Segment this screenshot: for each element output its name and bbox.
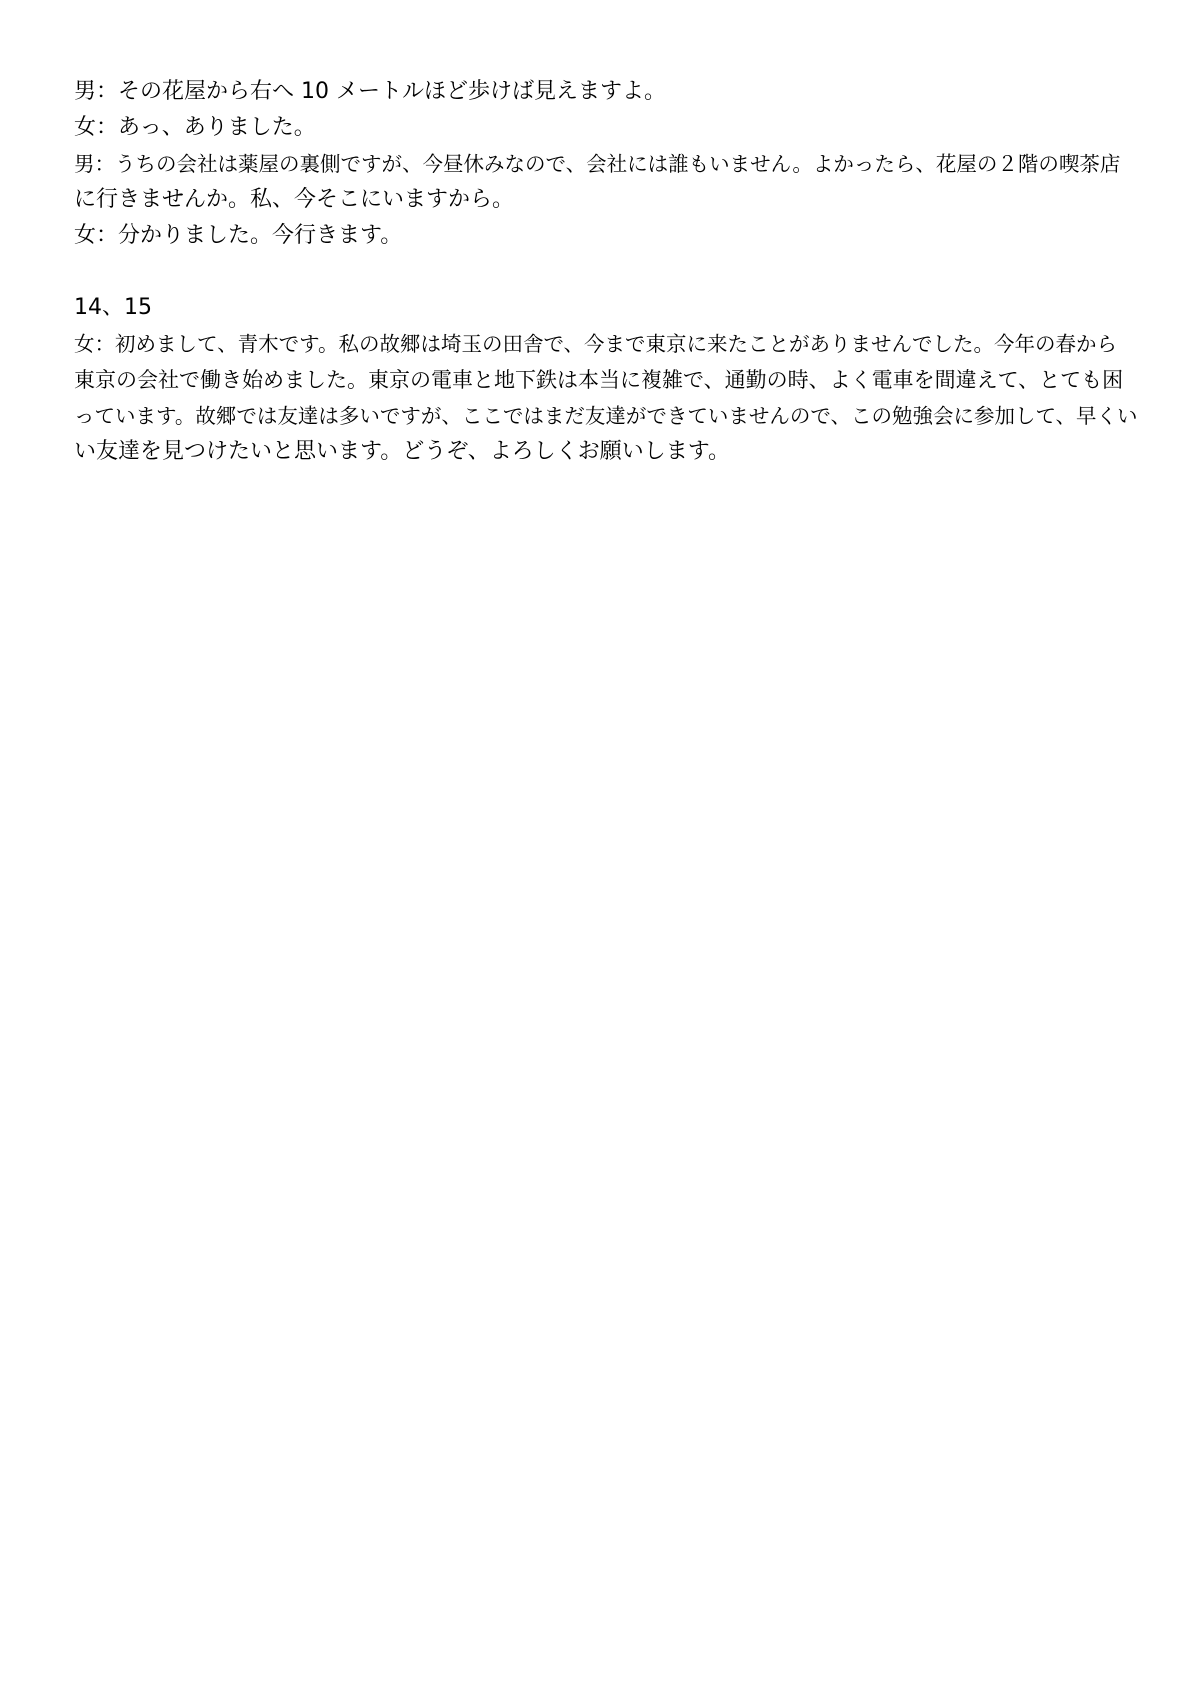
document-page <box>74 74 1138 470</box>
monologue-line: い友達を見つけたいと思います。どうぞ、よろしくお願いします。 <box>74 439 731 464</box>
section-number: 14、15 <box>74 295 152 320</box>
monologue-line: 東京の会社で働き始めました。東京の電車と地下鉄は本当に複雑で、通勤の時、よく電車を間違えて、とても困 <box>74 368 1124 392</box>
dialogue-line: 女：あっ、ありました。 <box>74 115 316 140</box>
paragraph-gap <box>74 254 1138 290</box>
monologue-line: 女：初めまして、青木です。私の故郷は埼玉の田舎で、今まで東京に来たことがありませんでした。今年の春から <box>74 332 1118 356</box>
dialogue-line: に行きませんか。私、今そこにいますから。 <box>74 187 515 212</box>
dialogue-line: 女：分かりました。今行きます。 <box>74 223 403 248</box>
monologue-line: っています。故郷では友達は多いですが、ここではまだ友達ができていませんので、この勉強会に参加して、早くい <box>74 404 1138 428</box>
dialogue-line: 男：うちの会社は薬屋の裏側ですが、今昼休みなので、会社には誰もいません。よかったら、花屋の２階の喫茶店 <box>74 152 1121 176</box>
dialogue-line: 男：その花屋から右へ 10 メートルほど歩けば見えますよ。 <box>74 79 666 104</box>
